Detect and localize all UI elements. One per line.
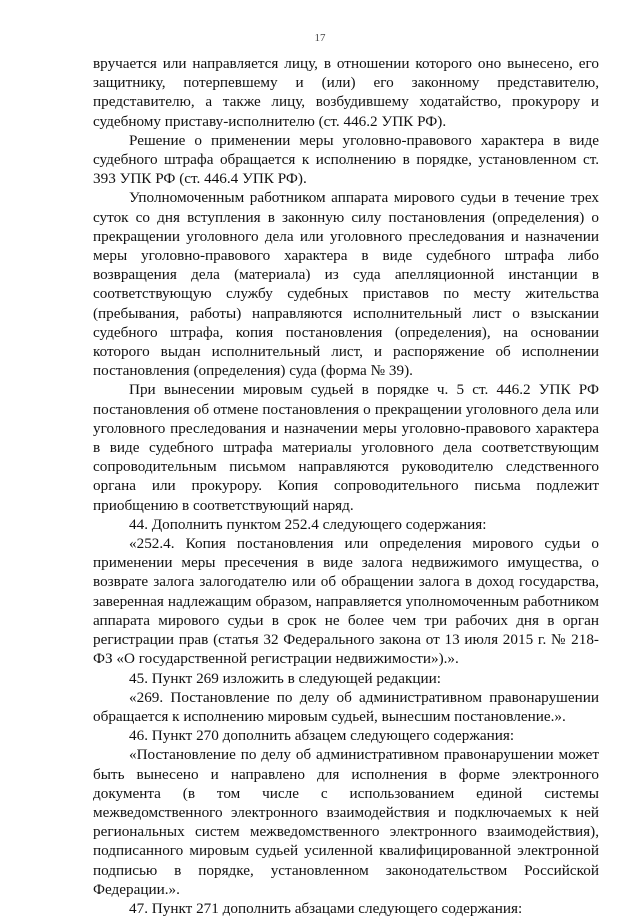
paragraph: 47. Пункт 271 дополнить абзацами следующего содержания: [129,899,523,917]
paragraph: При вынесении мировым судьей в порядке ч. 5 ст. 446.2 УПК РФ постановления об отмене постановления о прекращении уголовного дела или уголовного преследования и назначении меры уголовно-правового характера в виде судебного штрафа материалы уголовного дела соответствующим сопроводительным письмом направляются руководителю следственного органа или прокурору. Копия сопроводительного письма подлежит приобщению в соответствующий наряд. [93,381,599,514]
paragraph: «252.4. Копия постановления или определения мирового судьи о применении меры пресечения в виде залога недвижимого имущества, о возврате залога залогодателю или об обращении залога в доход государства, заверенная надлежащим образом, направляется уполномоченным работником аппарата мирового судьи в срок не более чем три рабочих дня в орган регистрации прав (статья 32 Федерального закона от 13 июля 2015 г. № 218-ФЗ «О государственной регистрации недвижимости»).». [93,535,599,668]
page-number: 17 [314,32,326,44]
paragraph: Решение о применении меры уголовно-правового характера в виде судебного штрафа обращается к исполнению в порядке, установленном ст. 393 УПК РФ (ст. 446.4 УПК РФ). [93,131,599,188]
paragraph: 45. Пункт 269 изложить в следующей редакции: [129,669,442,687]
paragraph: 44. Дополнить пунктом 252.4 следующего содержания: [129,515,487,533]
document-body [93,54,599,918]
paragraph: Уполномоченным работником аппарата мирового судьи в течение трех суток со дня вступления в законную силу постановления (определения) о прекращении уголовного дела или уголовного преследования и назначении меры уголовно-правового характера в виде судебного штрафа либо возвращения дела (материала) из суда апелляционной инстанции в соответствующую службу судебных приставов по месту жительства (пребывания, работы) направляются исполнительный лист о взыскании судебного штрафа, копия постановления (определения), на основании которого выдан исполнительный лист, и распоряжение об исполнении постановления (определения) суда (форма № 39). [93,189,599,380]
paragraph: «Постановление по делу об административном правонарушении может быть вынесено и направлено для исполнения в форме электронного документа (в том числе с использованием единой системы межведомственного электронного взаимодействия и подключаемых к ней региональных систем межведомственного электронного взаимодействия), подписанного мировым судьей усиленной квалифицированной электронной подписью в порядке, установленном законодательством Российской Федерации.». [93,746,599,898]
paragraph: 46. Пункт 270 дополнить абзацем следующего содержания: [129,727,515,745]
paragraph: вручается или направляется лицу, в отношении которого оно вынесено, его защитнику, потерпевшему и (или) его законному представителю, представителю, а также лицу, возбудившему ходатайство, прокурору и судебному приставу-исполнителю (ст. 446.2 УПК РФ). [93,55,599,130]
paragraph: «269. Постановление по делу об административном правонарушении обращается к исполнению мировым судьей, вынесшим постановление.». [93,688,599,725]
